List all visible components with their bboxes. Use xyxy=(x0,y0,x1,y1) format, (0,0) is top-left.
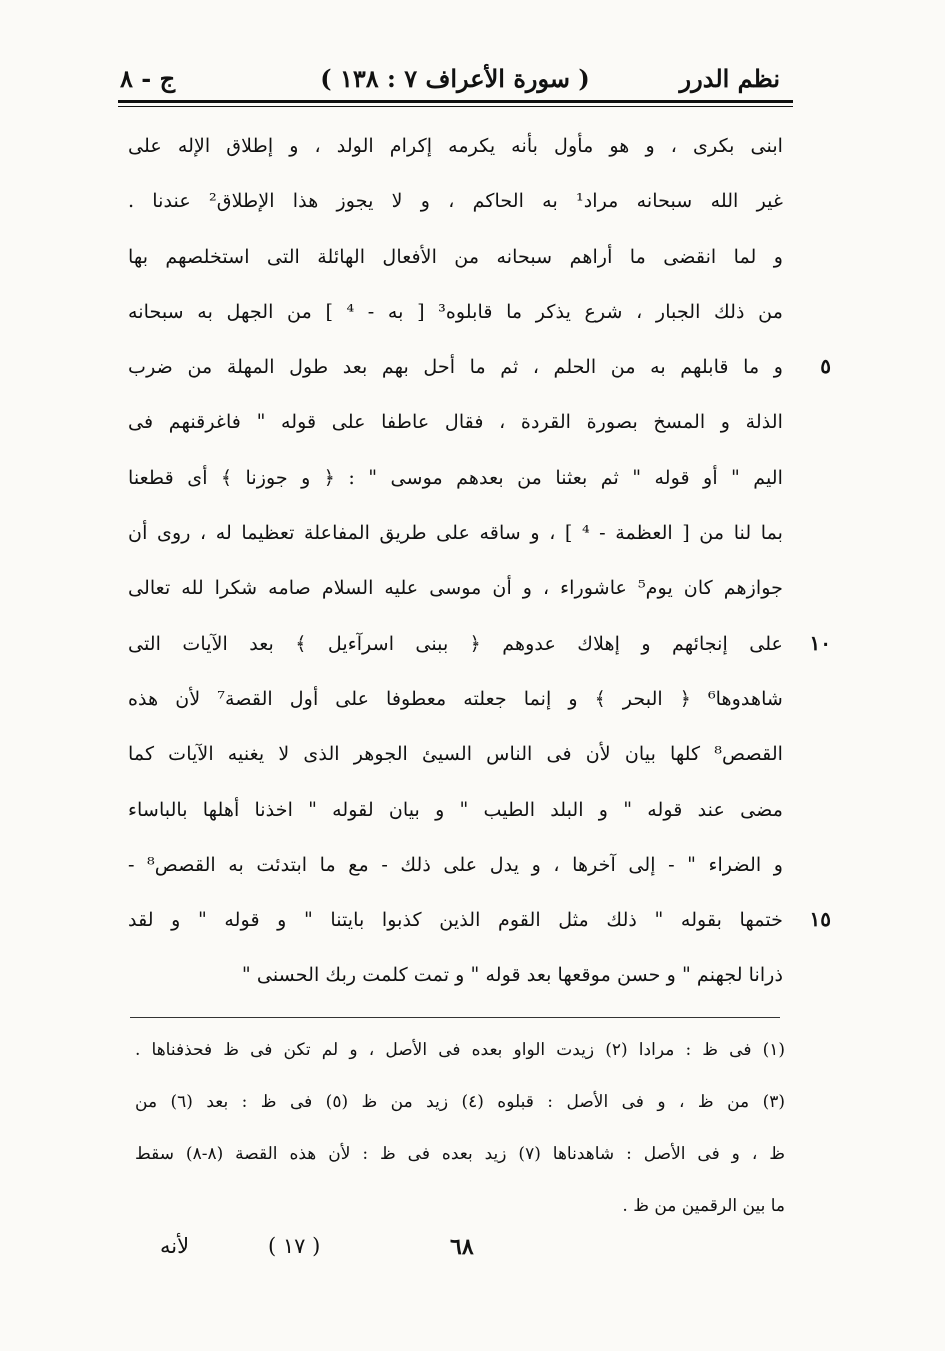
header-rule-thick xyxy=(118,100,793,103)
text-line: اليم " أو قوله " ثم بعثنا من بعدهم موسى " : ﴿ و جوزنا ﴾ أى قطعنا xyxy=(128,465,783,489)
header-rule-thin xyxy=(118,106,793,107)
text-line: جوازهم كان يوم⁵ عاشوراء ، و أن موسى عليه السلام صامه شكرا لله تعالى xyxy=(128,576,783,600)
page-number: ٦٨ xyxy=(450,1234,474,1260)
text-line-content: و ما قابلهم به من الحلم ، ثم ما أحل بهم بعد طول المهلة من ضرب xyxy=(128,355,783,379)
text-line: ابنى بكرى ، و هو مأول بأنه يكرمه إكرام الولد ، و إطلاق الإله على xyxy=(128,134,783,157)
surah-reference: ( سورة الأعراف ٧ : ١٣٨ ) xyxy=(320,64,590,93)
text-line: غير الله سبحانه مراد¹ به الحاكم ، و لا يجوز هذا الإطلاق² عندنا . xyxy=(128,189,784,213)
text-line: مضى عند قوله " و البلد الطيب " و بيان لقوله " اخذنا أهلها بالباساء xyxy=(128,797,783,821)
text-line-with-number xyxy=(128,616,831,671)
main-text xyxy=(128,118,831,1003)
footnote-line: ما بين الرقمين من ظ . xyxy=(622,1196,785,1216)
text-line: شاهدوها⁶ ﴿ البحر ﴾ و إنما جعلته معطوفا على أول القصة⁷ لأن هذه xyxy=(128,686,783,710)
text-line-with-number xyxy=(128,892,831,947)
text-line: بما لنا من [ العظمة - ⁴ ] ، و ساقه على طريق المفاعلة تعظيما له ، روى أن xyxy=(128,521,783,545)
footnote-rule xyxy=(130,1017,780,1018)
text-line: الذلة و المسخ بصورة القردة ، فقال عاطفا على قوله " فاغرقنهم فى xyxy=(128,410,783,434)
line-number: ١٥ xyxy=(809,907,831,932)
text-line: و لما انقضى ما أراهم سبحانه من الأفعال الهائلة التى استخلصهم بها xyxy=(128,244,783,268)
text-line-with-number xyxy=(128,339,831,394)
part-number: ( ١٧ ) xyxy=(268,1234,321,1258)
text-line: القصص⁸ كلها بيان لأن فى الناس السيئ الجوهر الذى لا يغنيه الآيات كما xyxy=(128,742,783,766)
footnote-line: (٣) من ظ ، و فى الأصل : قبلوه (٤) زيد من ظ (٥) فى ظ : بعد (٦) من xyxy=(135,1092,785,1112)
page-footer xyxy=(150,1228,650,1268)
text-line: و الضراء " - إلى آخرها ، و يدل على ذلك - مع ما ابتدئت به القصص⁸ - xyxy=(128,852,783,876)
volume-number: ج - ٨ xyxy=(120,64,176,93)
text-line: ذرانا لجهنم " و حسن موقعها بعد قوله " و تمت كلمت ربك الحسنى " xyxy=(241,963,783,987)
footnote-line: ظ ، و فى الأصل : شاهدناها (٧) زيد بعده فى ظ : لأن هذه القصة (٨-٨) سقط xyxy=(135,1144,785,1164)
running-header xyxy=(120,60,790,100)
line-number: ٥ xyxy=(820,354,831,379)
line-number: ١٠ xyxy=(809,630,831,655)
text-line-content: ختمها بقوله " ذلك مثل القوم الذين كذبوا بايتنا " و قوله " و لقد xyxy=(128,908,783,932)
catchword: لأنه xyxy=(160,1234,190,1258)
text-line-content: على إنجائهم و إهلاك عدوهم ﴿ ببنى اسرآءيل ﴾ بعد الآيات التى xyxy=(128,631,783,655)
text-line: من ذلك الجبار ، شرع يذكر ما قابلوه³ [ به - ⁴ ] من الجهل به سبحانه xyxy=(128,299,783,323)
book-title: نظم الدرر xyxy=(679,64,780,93)
footnote-line: (١) فى ظ : مرادا (٢) زيدت الواو بعده فى الأصل ، و لم تكن فى ظ فحذفناها . xyxy=(135,1040,786,1060)
footnotes xyxy=(135,1024,785,1232)
